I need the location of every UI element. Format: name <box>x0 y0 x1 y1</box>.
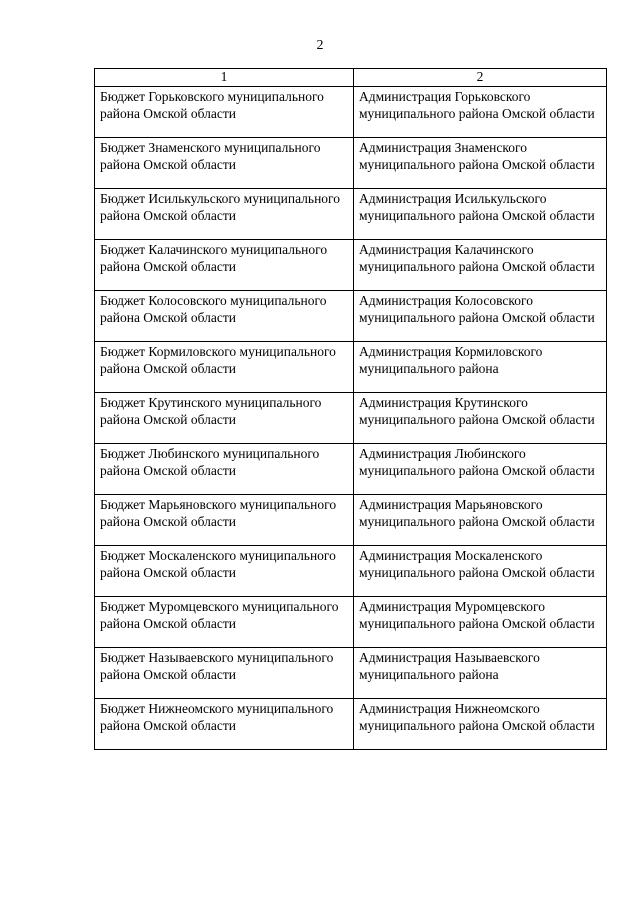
budget-cell <box>95 291 354 342</box>
administration-cell <box>354 240 607 291</box>
cell-text: Бюджет Колосовского муниципального района Омской области <box>100 293 327 325</box>
budget-cell <box>95 495 354 546</box>
cell-text: Бюджет Горьковского муниципального района Омской области <box>100 89 324 121</box>
cell-text: Бюджет Любинского муниципального района Омской области <box>100 446 320 478</box>
cell-text: Бюджет Марьяновского муниципального района Омской области <box>100 497 337 529</box>
budget-administration-table <box>94 68 607 750</box>
column-header-2: 2 <box>354 69 607 87</box>
cell-text: Администрация Нижнеомского муниципального района Омской области <box>359 701 595 733</box>
cell-text: Администрация Горьковского муниципального района Омской области <box>359 89 595 121</box>
table-row <box>95 648 607 699</box>
table-row <box>95 189 607 240</box>
budget-cell <box>95 87 354 138</box>
cell-text: Администрация Исилькульского муниципального района Омской области <box>359 191 595 223</box>
administration-cell <box>354 444 607 495</box>
cell-text: Бюджет Знаменского муниципального района Омской области <box>100 140 321 172</box>
table-row <box>95 393 607 444</box>
cell-text: Бюджет Нижнеомского муниципального района Омской области <box>100 701 334 733</box>
budget-cell <box>95 597 354 648</box>
budget-cell <box>95 240 354 291</box>
table-row <box>95 495 607 546</box>
table-row <box>95 240 607 291</box>
administration-cell <box>354 138 607 189</box>
cell-text: Бюджет Крутинского муниципального района Омской области <box>100 395 322 427</box>
cell-text: Бюджет Называевского муниципального района Омской области <box>100 650 334 682</box>
budget-cell <box>95 444 354 495</box>
cell-text: Администрация Называевского муниципального района <box>359 650 540 682</box>
cell-text: Администрация Муромцевского муниципального района Омской области <box>359 599 595 631</box>
administration-cell <box>354 495 607 546</box>
budget-cell <box>95 138 354 189</box>
table-row <box>95 546 607 597</box>
administration-cell <box>354 291 607 342</box>
cell-text: Администрация Любинского муниципального района Омской области <box>359 446 595 478</box>
administration-cell <box>354 342 607 393</box>
budget-cell <box>95 546 354 597</box>
budget-cell <box>95 342 354 393</box>
administration-cell <box>354 699 607 750</box>
table-row <box>95 597 607 648</box>
cell-text: Администрация Кормиловского муниципального района <box>359 344 543 376</box>
cell-text: Бюджет Муромцевского муниципального района Омской области <box>100 599 339 631</box>
administration-cell <box>354 189 607 240</box>
cell-text: Администрация Калачинского муниципального района Омской области <box>359 242 595 274</box>
page-number: 2 <box>316 38 324 53</box>
budget-cell <box>95 648 354 699</box>
column-header-1: 1 <box>95 69 354 87</box>
budget-cell <box>95 189 354 240</box>
cell-text: Бюджет Калачинского муниципального района Омской области <box>100 242 328 274</box>
table-row <box>95 699 607 750</box>
table-row <box>95 444 607 495</box>
budget-cell <box>95 699 354 750</box>
table-row <box>95 342 607 393</box>
cell-text: Администрация Москаленского муниципального района Омской области <box>359 548 595 580</box>
cell-text: Бюджет Москаленского муниципального района Омской области <box>100 548 336 580</box>
table-row <box>95 291 607 342</box>
cell-text: Администрация Марьяновского муниципального района Омской области <box>359 497 595 529</box>
administration-cell <box>354 648 607 699</box>
cell-text: Бюджет Кормиловского муниципального района Омской области <box>100 344 336 376</box>
table-row <box>95 87 607 138</box>
table-row <box>95 138 607 189</box>
administration-cell <box>354 393 607 444</box>
cell-text: Администрация Колосовского муниципального района Омской области <box>359 293 595 325</box>
administration-cell <box>354 597 607 648</box>
cell-text: Администрация Знаменского муниципального района Омской области <box>359 140 595 172</box>
administration-cell <box>354 87 607 138</box>
cell-text: Бюджет Исилькульского муниципального района Омской области <box>100 191 341 223</box>
budget-cell <box>95 393 354 444</box>
table-header-row <box>95 69 607 87</box>
administration-cell <box>354 546 607 597</box>
cell-text: Администрация Крутинского муниципального района Омской области <box>359 395 595 427</box>
